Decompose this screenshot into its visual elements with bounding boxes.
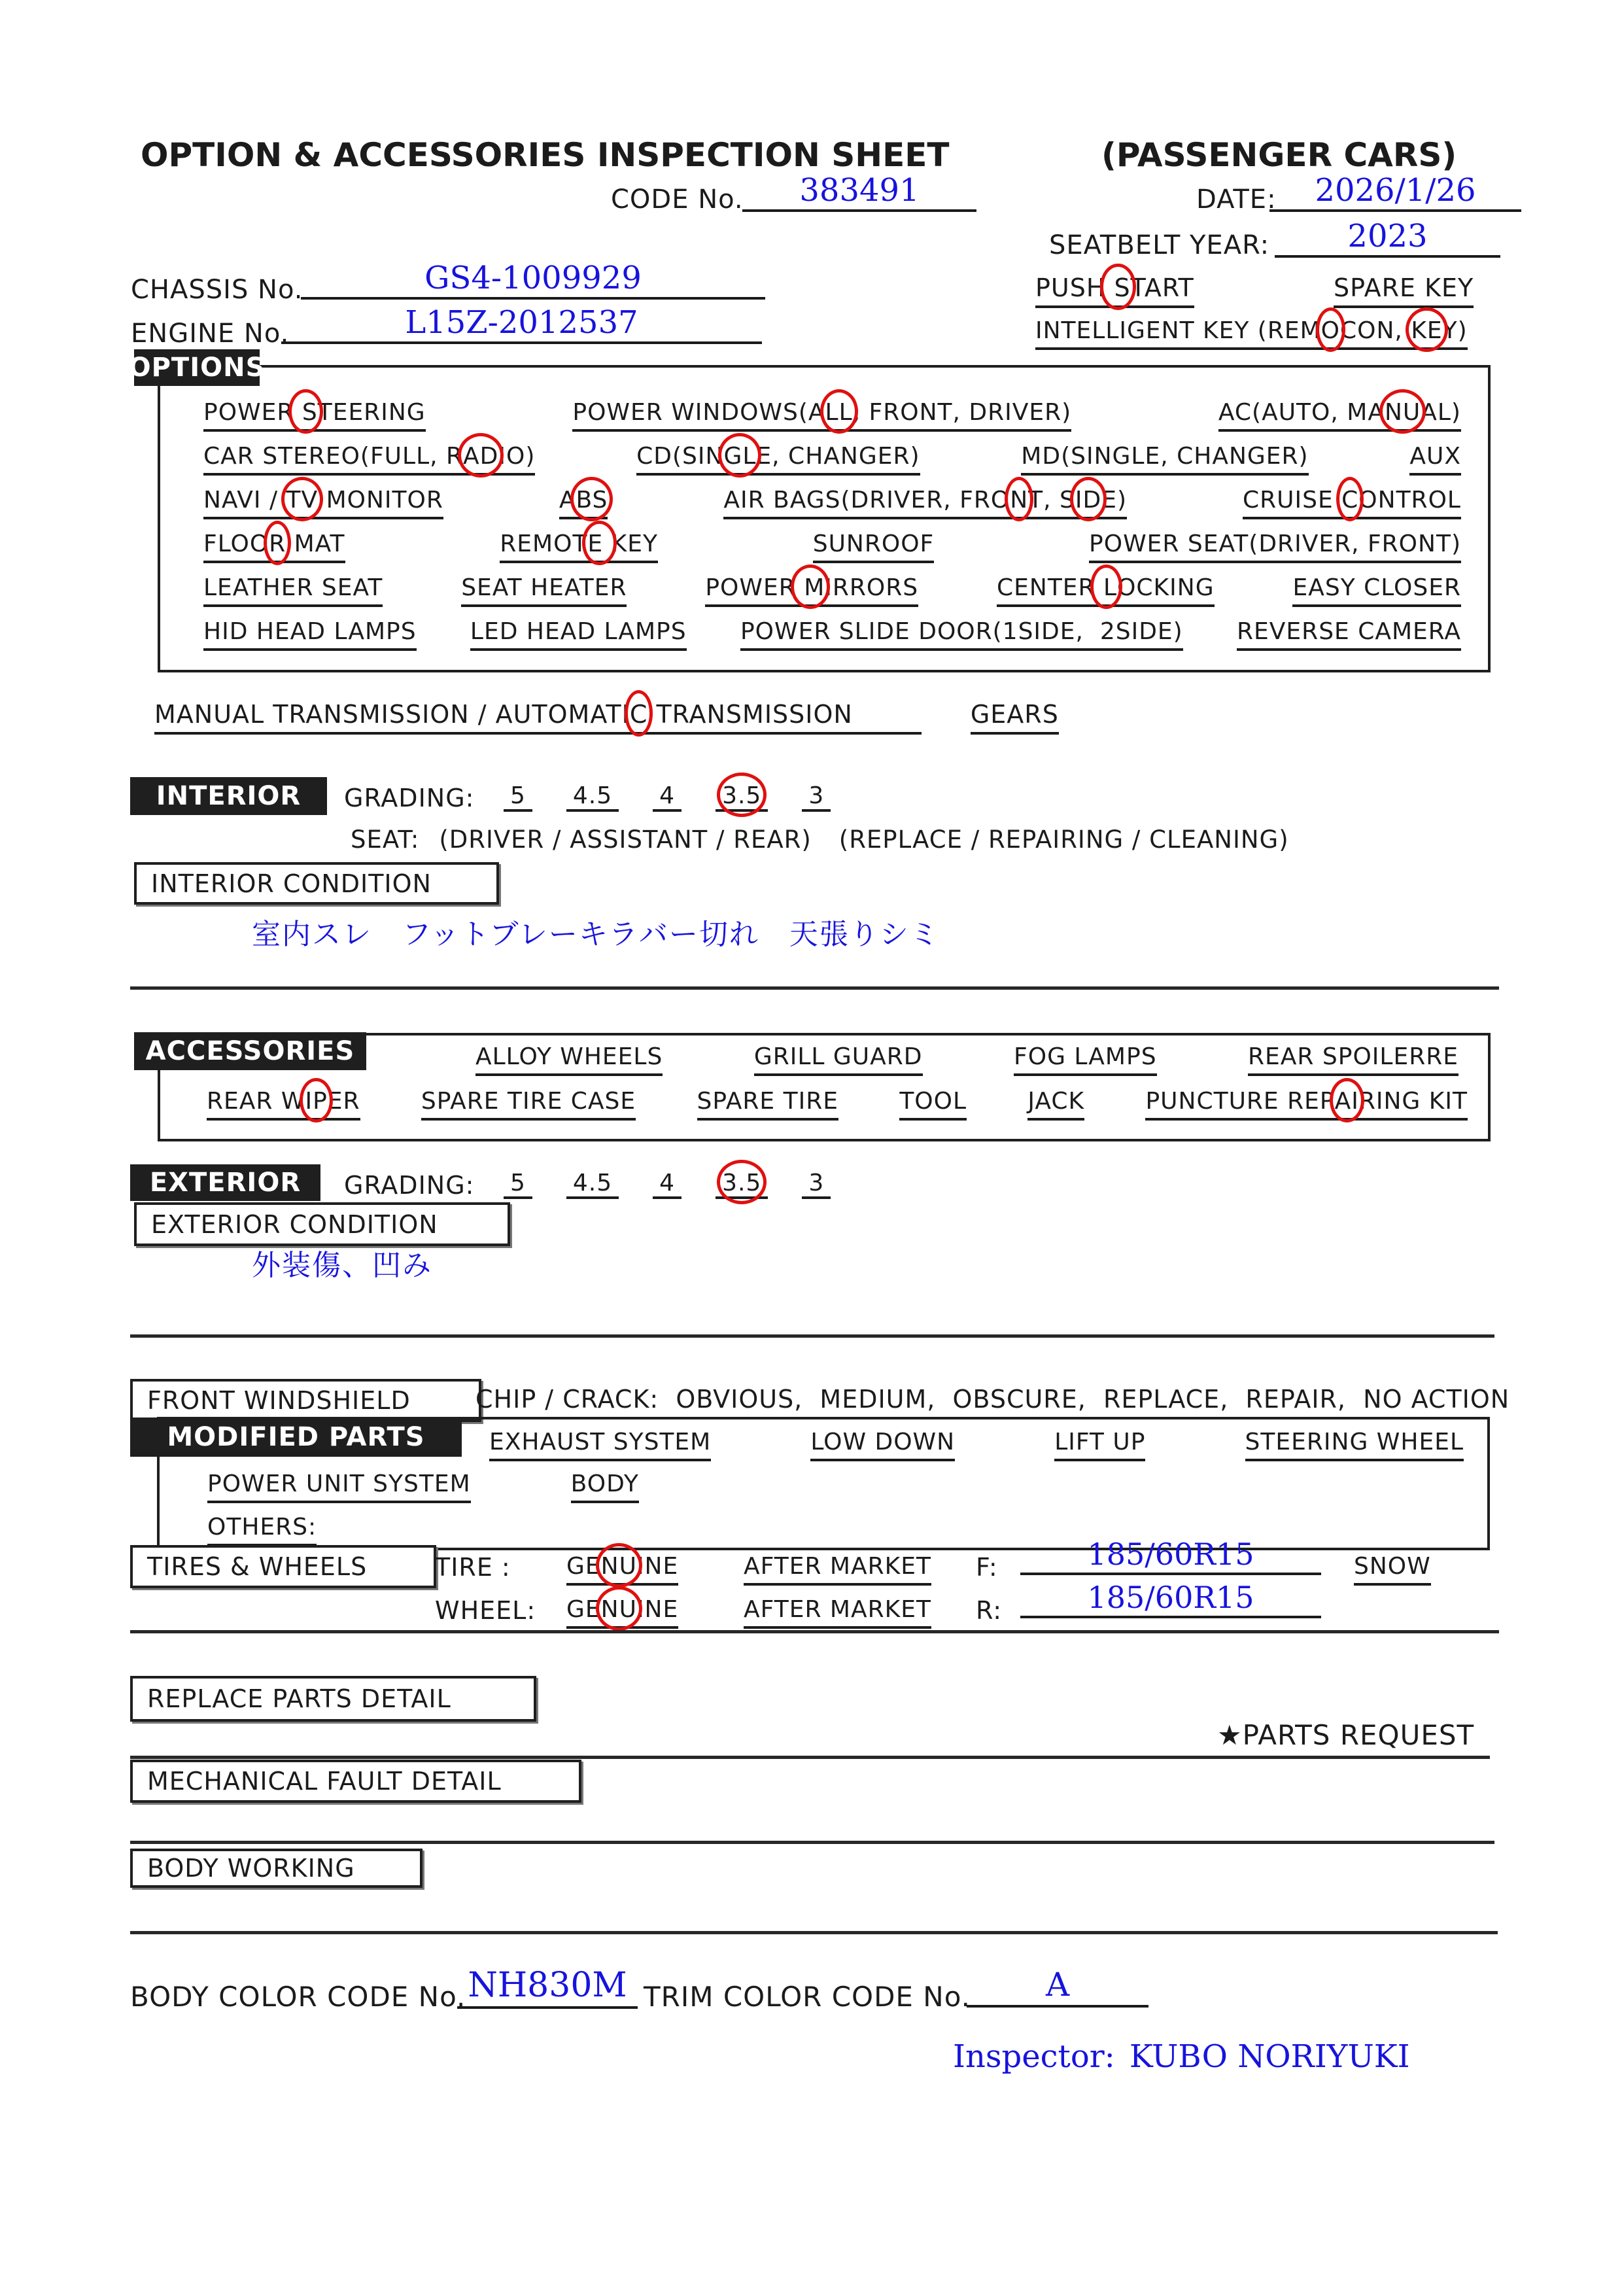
option-item: SEAT HEATER xyxy=(461,574,627,607)
tire-front-label: F: xyxy=(976,1553,998,1582)
divider-line xyxy=(130,1756,1490,1759)
page-title: OPTION & ACCESSORIES INSPECTION SHEET xyxy=(141,136,950,174)
option-item: POWER WINDOWS(ALL, FRONT, DRIVER) xyxy=(572,399,1071,432)
accessory-item: REAR SPOILERRE xyxy=(1248,1043,1458,1076)
red-circle-mark: ID xyxy=(1075,487,1102,513)
exterior-grading-scale xyxy=(504,1170,831,1199)
red-circle-mark: NU xyxy=(600,1596,637,1623)
red-circle-mark: AD xyxy=(463,443,499,470)
divider-line xyxy=(130,986,1499,990)
date-label: DATE: xyxy=(1196,184,1277,215)
accessory-item: REAR WIPER xyxy=(207,1088,360,1121)
interior-condition-note: 室内スレ フットブレーキラバー切れ 天張りシミ xyxy=(252,918,940,951)
modified-parts-row xyxy=(207,1470,639,1503)
red-circle-mark: IP xyxy=(305,1088,328,1115)
engine-value: L15Z-2012537 xyxy=(281,306,762,344)
red-circle-mark: O xyxy=(1320,317,1341,344)
option-item: NAVI / TV MONITOR xyxy=(203,487,443,519)
interior-grading-scale xyxy=(504,782,831,812)
option-item: AIR BAGS(DRIVER, FRONT, SIDE) xyxy=(723,487,1127,519)
options-row xyxy=(203,618,1461,651)
options-row xyxy=(203,487,1461,519)
tire-genuine-option: GENUINE xyxy=(566,1553,678,1586)
accessory-item: GRILL GUARD xyxy=(754,1043,923,1076)
seat-options: (DRIVER / ASSISTANT / REAR) xyxy=(439,826,812,854)
divider-line xyxy=(130,1630,1499,1633)
red-circle-mark: AI xyxy=(1334,1088,1359,1115)
modified-part-item: EXHAUST SYSTEM xyxy=(489,1429,711,1461)
options-row xyxy=(203,443,1461,476)
option-item: CENTER LOCKING xyxy=(997,574,1215,607)
seatbelt-year-label: SEATBELT YEAR: xyxy=(1049,230,1270,260)
modified-parts-badge: MODIFIED PARTS xyxy=(130,1418,462,1457)
tire-label: TIRE : xyxy=(435,1553,511,1582)
code-value: 383491 xyxy=(742,174,976,212)
page-subtitle: (PASSENGER CARS) xyxy=(1101,136,1457,174)
chassis-value: GS4-1009929 xyxy=(301,262,765,300)
option-item: CD(SINGLE, CHANGER) xyxy=(636,443,920,476)
grade-value xyxy=(716,782,768,812)
red-circle-mark: NU xyxy=(1384,399,1421,426)
exterior-badge: EXTERIOR xyxy=(130,1164,320,1201)
red-circle-mark: C xyxy=(629,700,648,729)
exterior-grading-label: GRADING: xyxy=(344,1171,475,1200)
tire-after-market-option: AFTER MARKET xyxy=(744,1553,931,1586)
option-item: POWER SLIDE DOOR(1SIDE, 2SIDE) xyxy=(740,618,1183,651)
interior-badge: INTERIOR xyxy=(130,777,327,815)
windshield-chip-crack-options: CHIP / CRACK: OBVIOUS, MEDIUM, OBSCURE, REPLACE, REPAIR, NO ACTION xyxy=(475,1385,1510,1414)
accessory-item: ALLOY WHEELS xyxy=(475,1043,663,1076)
modified-part-item: LIFT UP xyxy=(1054,1429,1145,1461)
option-item: SUNROOF xyxy=(813,531,935,563)
option-item: REVERSE CAMERA xyxy=(1237,618,1461,651)
grade-value: 5 xyxy=(504,782,532,812)
body-color-code-value: NH830M xyxy=(457,1968,638,2009)
options-row xyxy=(203,531,1461,563)
trim-color-code-label: TRIM COLOR CODE No. xyxy=(644,1981,971,2013)
grade-value: 4.5 xyxy=(566,782,619,812)
red-circle-mark: 3.5 xyxy=(722,1170,762,1196)
modified-parts-row xyxy=(489,1429,1464,1461)
divider-line xyxy=(130,1841,1494,1844)
grade-value: 3 xyxy=(802,1170,831,1199)
wheel-label: WHEEL: xyxy=(435,1596,536,1625)
inspector-name: KUBO NORIYUKI xyxy=(1129,2038,1410,2075)
options-box xyxy=(158,365,1491,672)
replace-parts-detail-box-label: REPLACE PARTS DETAIL xyxy=(130,1676,536,1722)
grade-value: 4 xyxy=(653,1170,682,1199)
modified-part-item: STEERING WHEEL xyxy=(1245,1429,1464,1461)
exterior-condition-note: 外装傷、凹み xyxy=(252,1249,432,1282)
option-item: HID HEAD LAMPS xyxy=(203,618,417,651)
divider-line xyxy=(130,1334,1494,1338)
red-circle-mark: L xyxy=(1095,574,1118,601)
interior-condition-box-label: INTERIOR CONDITION xyxy=(134,862,499,905)
divider-line xyxy=(130,1931,1498,1934)
parts-request-label: ★PARTS REQUEST xyxy=(1217,1719,1475,1751)
accessory-item: FOG LAMPS xyxy=(1014,1043,1157,1076)
grade-value: 3 xyxy=(802,782,831,812)
exterior-condition-box-label: EXTERIOR CONDITION xyxy=(134,1202,510,1246)
option-item: ABS xyxy=(559,487,608,519)
accessory-item: PUNCTURE REPAIRING KIT xyxy=(1145,1088,1468,1121)
intelligent-key-option: INTELLIGENT KEY (REMOCON, KEY) xyxy=(1035,317,1468,350)
transmission-line xyxy=(154,700,1059,735)
red-circle-mark: LL xyxy=(825,399,853,426)
modified-part-item: BODY xyxy=(571,1470,639,1503)
red-circle-mark: N xyxy=(1010,487,1029,513)
red-circle-mark: GL xyxy=(723,443,757,470)
option-item: POWER STEERING xyxy=(203,399,426,432)
engine-label: ENGINE No. xyxy=(131,319,290,349)
interior-grading-label: GRADING: xyxy=(344,784,475,812)
inspector-line xyxy=(953,2038,1410,2075)
seat-line xyxy=(351,826,1289,854)
accessory-item: TOOL xyxy=(899,1088,967,1121)
option-item: MD(SINGLE, CHANGER) xyxy=(1021,443,1308,476)
chassis-label: CHASSIS No. xyxy=(131,275,303,305)
gears-label: GEARS xyxy=(971,700,1059,735)
modified-parts-others-label: OTHERS: xyxy=(207,1514,317,1546)
grade-value xyxy=(716,1170,768,1199)
transmission-options: MANUAL TRANSMISSION / AUTOMATIC TRANSMISSION xyxy=(154,700,922,735)
option-item: FLOOR MAT xyxy=(203,531,345,563)
snow-tire-option: SNOW xyxy=(1354,1553,1431,1586)
tires-wheels-box-label: TIRES & WHEELS xyxy=(130,1545,436,1588)
accessory-item: JACK xyxy=(1027,1088,1084,1121)
red-circle-mark: M xyxy=(795,574,825,601)
spare-key-option: SPARE KEY xyxy=(1334,273,1474,308)
modified-parts-row xyxy=(207,1514,317,1546)
options-badge: OPTIONS xyxy=(134,349,260,386)
seatbelt-year-value: 2023 xyxy=(1275,220,1500,258)
option-item: POWER MIRRORS xyxy=(705,574,918,607)
option-item: LED HEAD LAMPS xyxy=(470,618,687,651)
option-item: CRUISE CONTROL xyxy=(1243,487,1461,519)
option-item: AUX xyxy=(1409,443,1461,476)
red-circle-mark: C xyxy=(1341,487,1359,513)
body-working-box-label: BODY WORKING xyxy=(130,1849,423,1888)
modified-part-item: LOW DOWN xyxy=(810,1429,955,1461)
trim-color-code-value: A xyxy=(967,1968,1148,2008)
accessory-item: SPARE TIRE CASE xyxy=(421,1088,636,1121)
tire-front-size-value: 185/60R15 xyxy=(1020,1539,1321,1575)
option-item: CAR STEREO(FULL, RADIO) xyxy=(203,443,535,476)
tire-rear-size-value: 185/60R15 xyxy=(1020,1582,1321,1618)
red-circle-mark: S xyxy=(294,399,318,426)
red-circle-mark: E xyxy=(587,531,612,557)
seat-label: SEAT: xyxy=(351,826,420,854)
option-item: AC(AUTO, MANUAL) xyxy=(1218,399,1461,432)
body-color-code-label: BODY COLOR CODE No. xyxy=(130,1981,466,2013)
wheel-after-market-option: AFTER MARKET xyxy=(744,1596,931,1629)
accessories-row xyxy=(475,1043,1458,1076)
red-circle-mark: R xyxy=(269,531,286,557)
option-item: REMOTE KEY xyxy=(500,531,658,563)
seat-actions: (REPLACE / REPAIRING / CLEANING) xyxy=(838,826,1289,854)
front-windshield-box-label: FRONT WINDSHIELD xyxy=(130,1379,481,1422)
options-row xyxy=(203,574,1461,607)
date-value: 2026/1/26 xyxy=(1269,174,1521,212)
grade-value: 4.5 xyxy=(566,1170,619,1199)
inspector-label: Inspector: xyxy=(953,2038,1115,2075)
grade-value: 4 xyxy=(653,782,682,812)
red-circle-mark: BS xyxy=(576,487,608,513)
option-item: POWER SEAT(DRIVER, FRONT) xyxy=(1089,531,1461,563)
option-item: EASY CLOSER xyxy=(1292,574,1461,607)
tire-rear-label: R: xyxy=(976,1596,1003,1625)
red-circle-mark: S xyxy=(1105,273,1131,302)
push-start-option: PUSH START xyxy=(1035,273,1194,308)
modified-part-item: POWER UNIT SYSTEM xyxy=(207,1470,471,1503)
red-circle-mark: 3.5 xyxy=(722,782,762,809)
options-row xyxy=(203,399,1461,432)
red-circle-mark: TV xyxy=(286,487,319,513)
accessories-row xyxy=(207,1088,1468,1121)
accessory-item: SPARE TIRE xyxy=(697,1088,838,1121)
grade-value: 5 xyxy=(504,1170,532,1199)
wheel-genuine-option: GENUINE xyxy=(566,1596,678,1629)
red-circle-mark: NU xyxy=(600,1553,637,1580)
code-label: CODE No. xyxy=(611,184,744,215)
option-item: LEATHER SEAT xyxy=(203,574,383,607)
red-circle-mark: KE xyxy=(1411,317,1443,344)
accessories-badge: ACCESSORIES xyxy=(134,1032,366,1070)
mechanical-fault-detail-box-label: MECHANICAL FAULT DETAIL xyxy=(130,1760,581,1803)
